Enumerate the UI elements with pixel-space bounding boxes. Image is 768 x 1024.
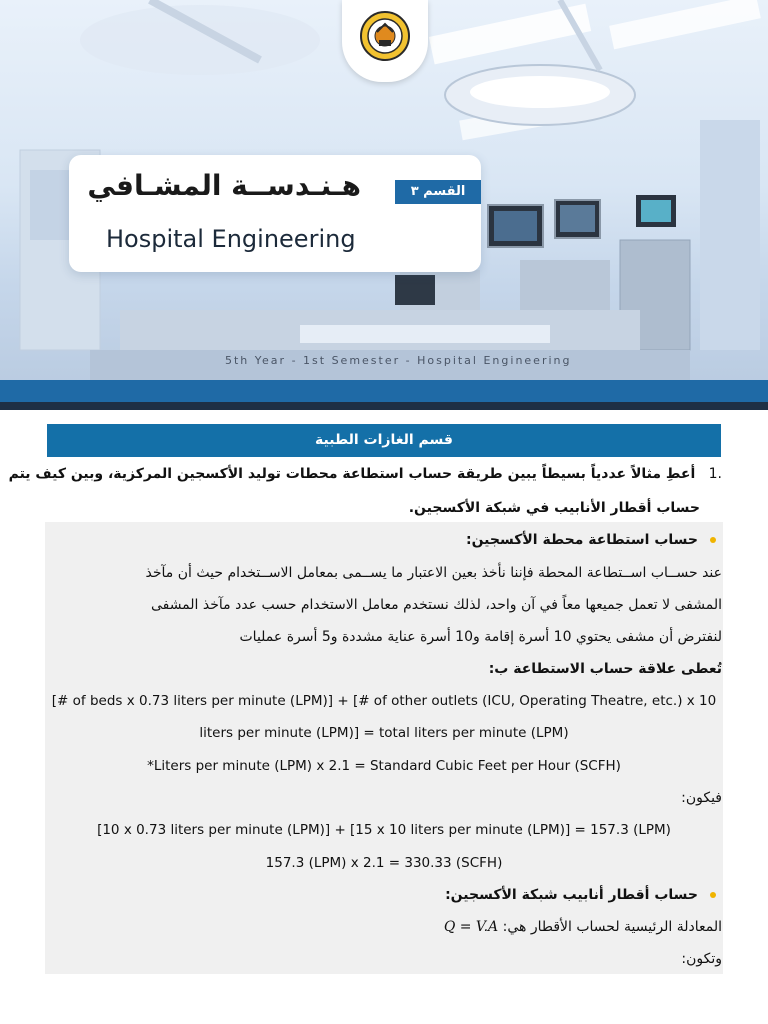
logo-badge	[342, 0, 428, 82]
paragraph-line-3: لنفترض أن مشفى يحتوي 10 أسرة إقامة و10 أسرة عناية مشددة و5 أسرة عمليات	[239, 629, 722, 645]
title-arabic: هـنـدســة المشـافي	[87, 169, 361, 202]
hero-dark-band	[0, 402, 768, 410]
question-number: .1	[708, 466, 722, 482]
result-line-1: [10 x 0.73 liters per minute (LPM)] + [15 x 10 liters per minute (LPM)] = 157.3 (LPM)	[97, 822, 671, 838]
hero-blue-band	[0, 380, 768, 404]
university-seal-icon	[359, 10, 411, 62]
formula-line-1: [# of beds x 0.73 liters per minute (LPM)] + [# of other outlets (ICU, Operating Theatre, etc.) x 10	[51, 693, 717, 709]
bullet-dot-icon	[710, 892, 716, 898]
content-highlight-box	[45, 522, 723, 974]
formula-line-2: liters per minute (LPM)] = total liters per minute (LPM)	[199, 725, 569, 741]
hero-banner	[0, 0, 768, 410]
formula-line-3: *Liters per minute (LPM) x 2.1 = Standard Cubic Feet per Hour (SCFH)	[147, 758, 621, 774]
paragraph-line-1: عند حســاب اســتطاعة المحطة فإننا نأخذ بعين الاعتبار ما يســمى بمعامل الاســتخدام حيث أن مآخذ	[145, 565, 722, 581]
result-label: فيكون:	[681, 790, 722, 806]
relation-label: تُعطى علاقة حساب الاستطاعة ب:	[488, 661, 722, 677]
question-line-1	[9, 466, 722, 482]
bullet-dot-icon	[710, 537, 716, 543]
section-title-bar: قسم الغازات الطبية	[47, 424, 721, 457]
paragraph-line-2: المشفى لا تعمل جميعها معاً في آن واحد، لذلك نستخدم معامل الاستخدام حسب عدد مآخذ المشفى	[150, 597, 722, 613]
hero-subtitle: 5th Year - 1st Semester - Hospital Engineering	[225, 354, 572, 367]
section-tag: القسم ٣	[395, 180, 481, 204]
title-english: Hospital Engineering	[106, 225, 356, 253]
question-text-1: أعطِ مثالاً عددياً بسيطاً يبين طريقة حساب استطاعة محطات توليد الأكسجين المركزية، وبين كيف يتم	[8, 466, 696, 482]
where-label: وتكون:	[681, 951, 722, 967]
title-card	[69, 155, 481, 272]
main-equation: Q = V.A	[443, 919, 499, 935]
result-line-2: 157.3 (LPM) x 2.1 = 330.33 (SCFH)	[265, 855, 503, 871]
question-line-2: حساب أقطار الأنابيب في شبكة الأكسجين.	[408, 500, 700, 516]
bullet-item-1: حساب استطاعة محطة الأكسجين:	[466, 532, 716, 548]
main-equation-label: المعادلة الرئيسية لحساب الأقطار هي:	[502, 919, 722, 935]
bullet-item-2: حساب أقطار أنابيب شبكة الأكسجين:	[445, 887, 716, 903]
main-equation-line	[444, 919, 722, 935]
